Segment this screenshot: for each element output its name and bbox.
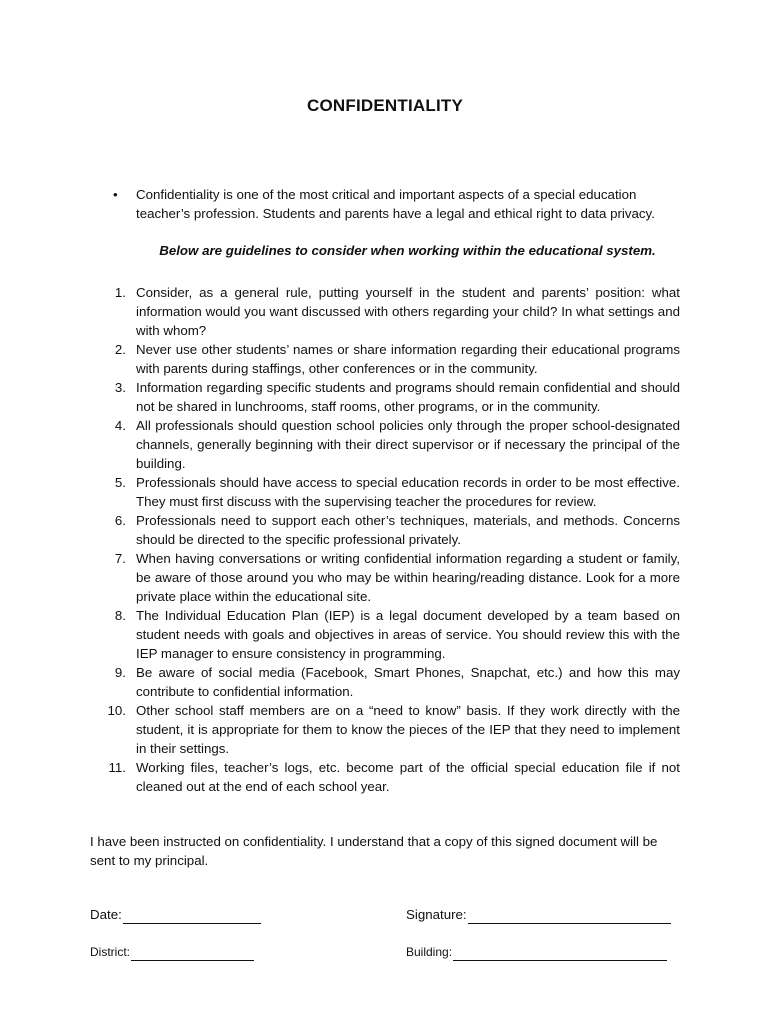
building-label: Building: [406, 945, 453, 959]
list-item-text: Consider, as a general rule, putting yourself in the student and parents’ position: what information would you want discussed with others regarding your child? In what settings and with whom? [136, 285, 680, 338]
list-item-number: 11. [108, 760, 126, 775]
signature-line[interactable] [468, 909, 671, 924]
list-item [106, 701, 680, 758]
list-item-number: 10. [107, 703, 126, 718]
date-line[interactable] [123, 909, 261, 924]
list-item [106, 473, 680, 511]
acknowledgement-text: I have been instructed on confidentiality. I understand that a copy of this signed document will be sent to my principal. [90, 834, 658, 868]
list-item-text: Professionals need to support each other’s techniques, materials, and methods. Concerns should be directed to the specific professional privately. [136, 513, 680, 547]
district-field[interactable] [90, 943, 254, 961]
guidelines-list [106, 283, 680, 796]
district-line[interactable] [131, 946, 254, 961]
list-item-text: Be aware of social media (Facebook, Smart Phones, Snapchat, etc.) and how this may contribute to confidential information. [136, 665, 680, 699]
list-item [106, 549, 680, 606]
date-label: Date: [90, 907, 122, 922]
list-item [106, 511, 680, 549]
list-item [106, 378, 680, 416]
list-item-number: 6. [114, 513, 126, 528]
signature-field[interactable] [406, 906, 671, 924]
signature-label: Signature: [406, 907, 467, 922]
intro-bullet-item [113, 185, 683, 223]
document-title: CONFIDENTIALITY [307, 96, 463, 115]
list-item [106, 340, 680, 378]
list-item-number: 2. [114, 342, 126, 357]
intro-text: Confidentiality is one of the most critical and important aspects of a special education teacher’s profession. Students and parents have a legal and ethical right to data privacy. [136, 187, 655, 221]
list-item-number: 5. [114, 475, 126, 490]
list-item [106, 758, 680, 796]
guidelines-subheading: Below are guidelines to consider when working within the educational system. [159, 243, 656, 258]
list-item [106, 606, 680, 663]
date-field[interactable] [90, 906, 261, 924]
building-line[interactable] [453, 946, 667, 961]
list-item-number: 9. [114, 665, 126, 680]
list-item-number: 1. [114, 285, 126, 300]
bullet-icon: • [113, 187, 118, 202]
list-item-text: Never use other students’ names or share information regarding their educational programs with parents during staffings, other conferences or in the community. [136, 342, 680, 376]
list-item-number: 7. [114, 551, 126, 566]
list-item-text: Other school staff members are on a “need to know” basis. If they work directly with the student, it is appropriate for them to know the pieces of the IEP that they need to implement in their settings. [136, 703, 680, 756]
district-label: District: [90, 945, 130, 959]
list-item-number: 8. [114, 608, 126, 623]
list-item-text: Professionals should have access to special education records in order to be most effective. They must first discuss with the supervising teacher the procedures for review. [136, 475, 680, 509]
list-item [106, 283, 680, 340]
list-item-text: Working files, teacher’s logs, etc. become part of the official special education file if not cleaned out at the end of each school year. [136, 760, 680, 794]
list-item-text: When having conversations or writing confidential information regarding a student or family, be aware of those around you who may be within hearing/reading distance. Look for a more private place within the educational site. [136, 551, 680, 604]
list-item-text: All professionals should question school policies only through the proper school-designated channels, generally beginning with their direct supervisor or if necessary the principal of the building. [136, 418, 680, 471]
list-item-number: 3. [114, 380, 126, 395]
list-item [106, 416, 680, 473]
building-field[interactable] [406, 943, 667, 961]
list-item-text: The Individual Education Plan (IEP) is a legal document developed by a team based on student needs with goals and objectives in areas of service. You should review this with the IEP manager to ensure consistency in programming. [136, 608, 680, 661]
list-item-number: 4. [114, 418, 126, 433]
list-item-text: Information regarding specific students and programs should remain confidential and should not be shared in lunchrooms, staff rooms, other programs, or in the community. [136, 380, 680, 414]
list-item [106, 663, 680, 701]
